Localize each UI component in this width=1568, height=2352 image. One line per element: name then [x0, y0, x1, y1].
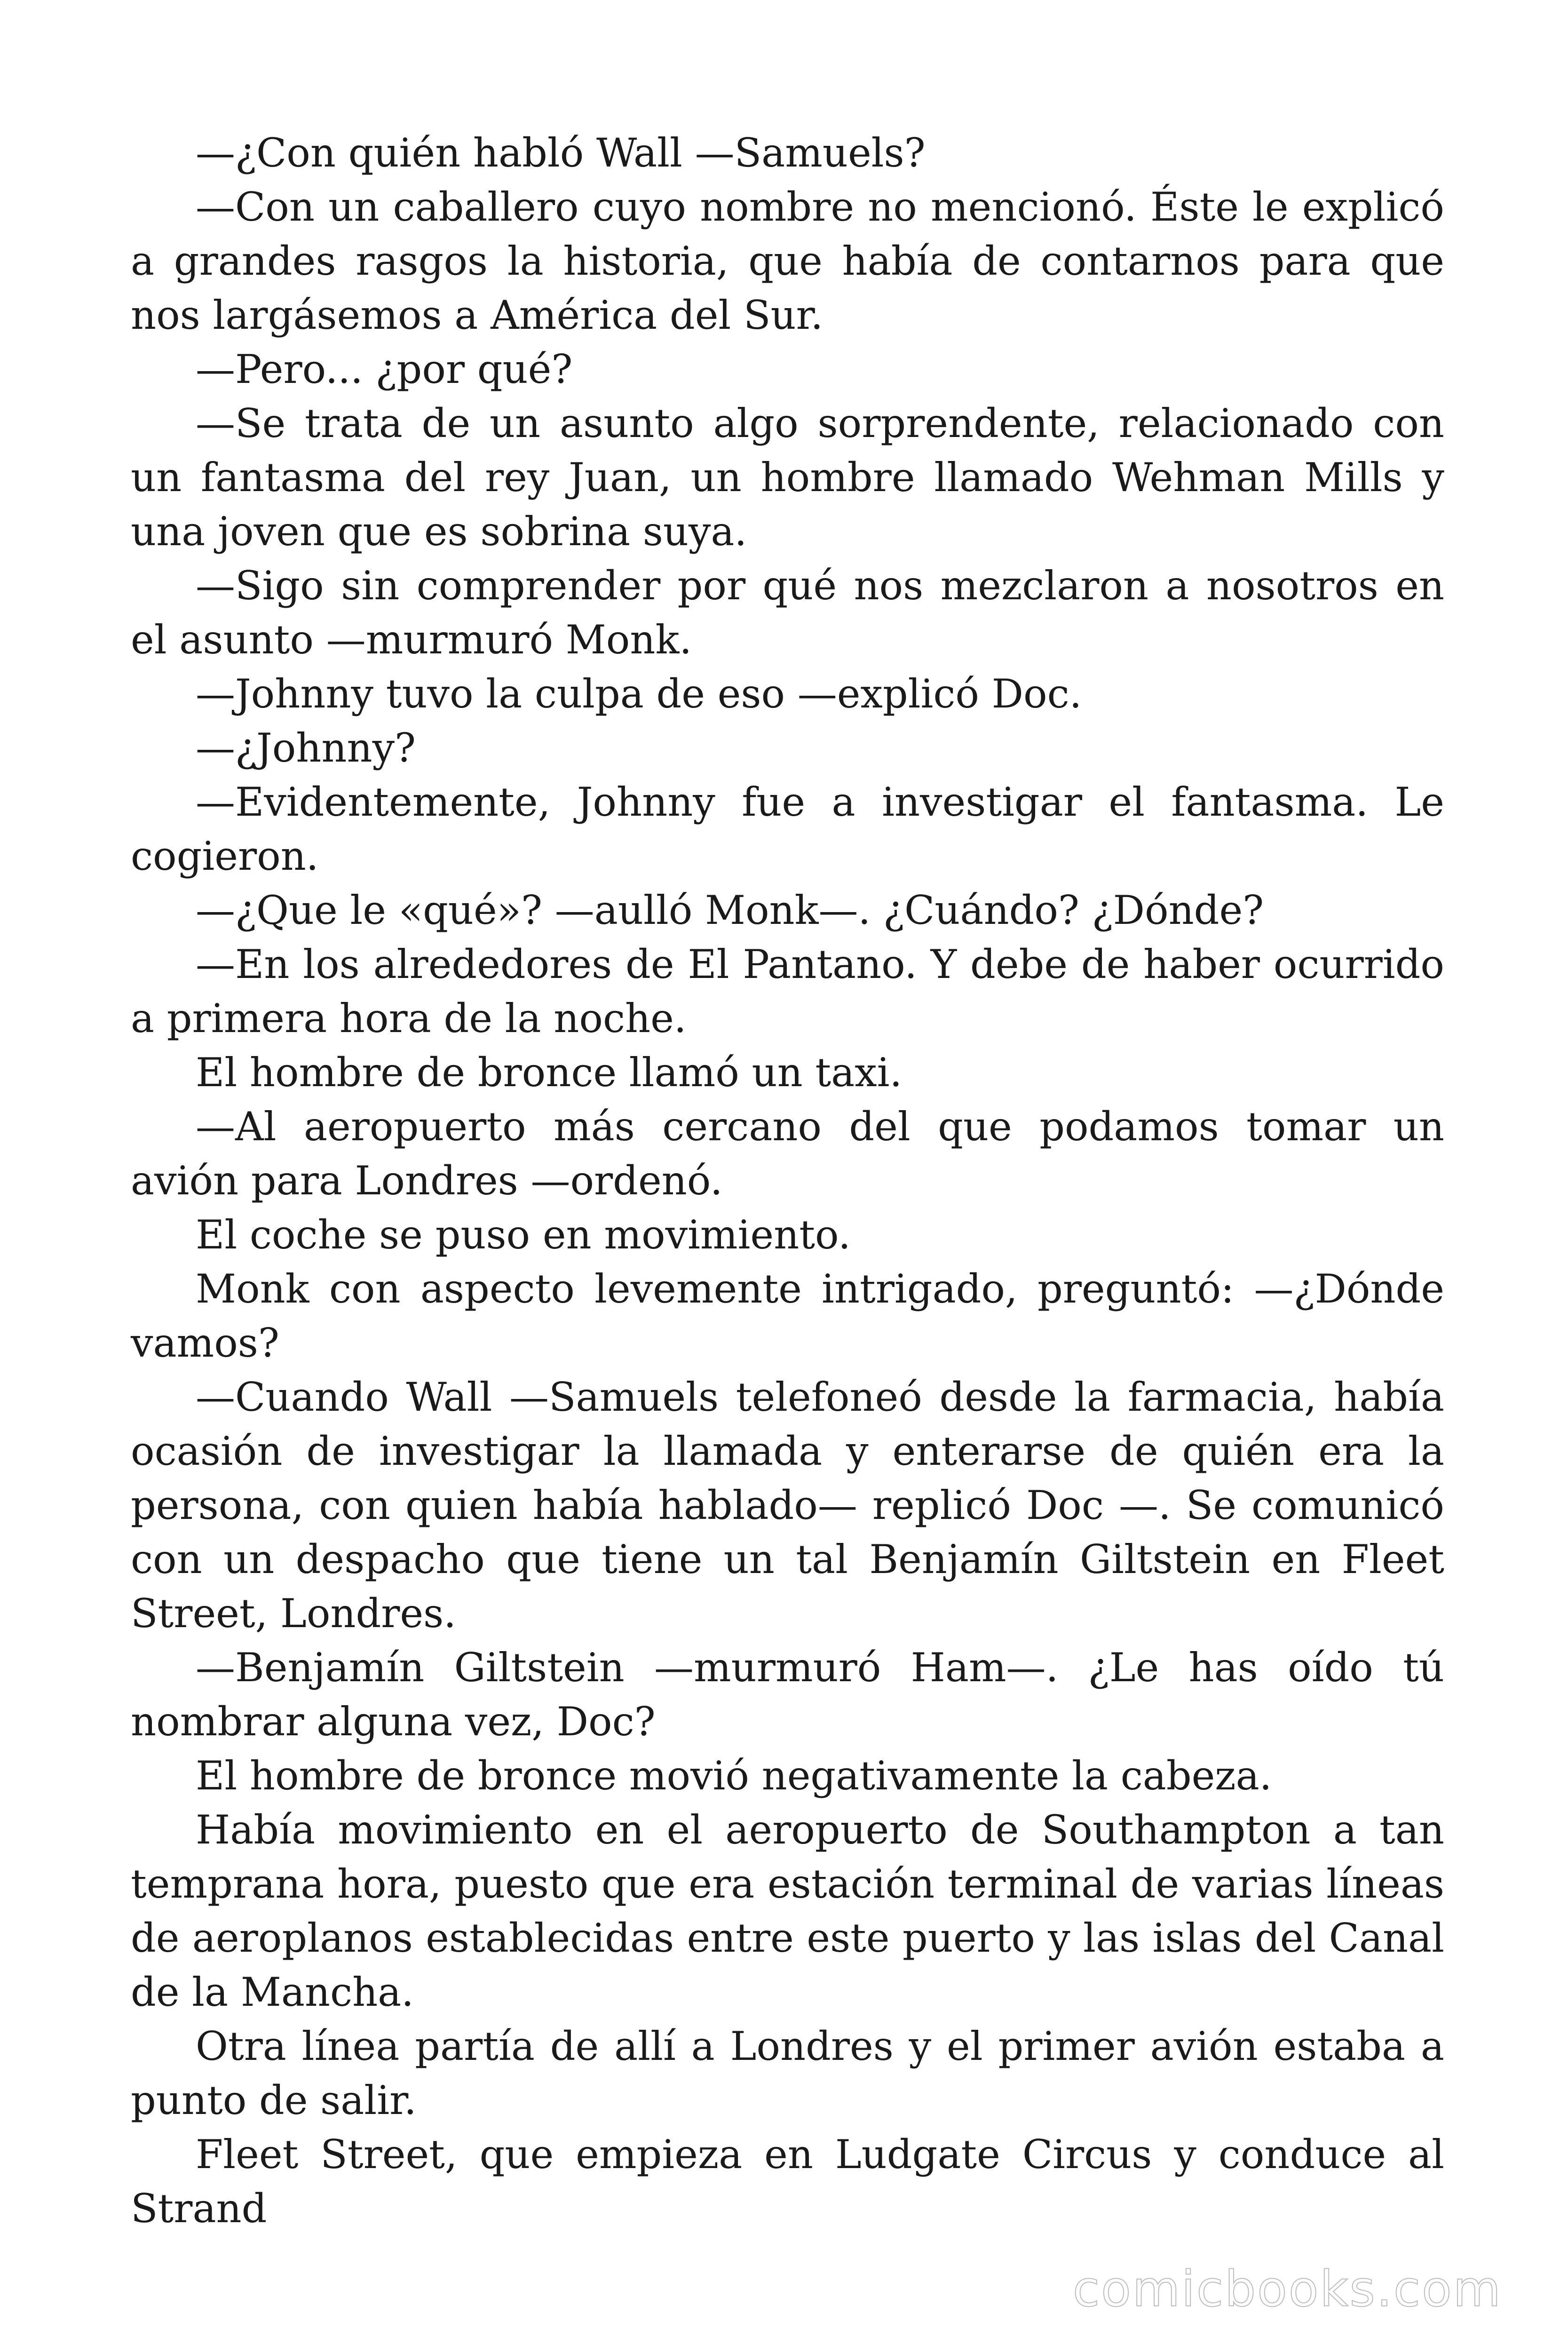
paragraph: —Con un caballero cuyo nombre no mencionó. Éste le explicó a grandes rasgos la historia, que había de contarnos para que nos largásemos a América del Sur. — [131, 184, 1444, 338]
paragraph: —Johnny tuvo la culpa de eso —explicó Doc. — [196, 671, 1082, 717]
paragraph: —Pero... ¿por qué? — [196, 346, 573, 392]
paragraph: El hombre de bronce llamó un taxi. — [196, 1049, 903, 1096]
paragraph: Monk con aspecto levemente intrigado, preguntó: —¿Dónde vamos? — [131, 1266, 1444, 1366]
paragraph: Otra línea partía de allí a Londres y el primer avión estaba a punto de salir. — [131, 2023, 1444, 2123]
watermark: comicbooks.com — [1072, 2260, 1502, 2318]
paragraph: Fleet Street, que empieza en Ludgate Circus y conduce al Strand — [131, 2131, 1444, 2232]
paragraph: —¿Con quién habló Wall —Samuels? — [196, 130, 926, 176]
paragraph: —Cuando Wall —Samuels telefoneó desde la farmacia, había ocasión de investigar la llamada y enterarse de quién era la persona, con quien había hablado— replicó Doc —. Se comunicó con un despacho que tiene un tal Benjamín Giltstein en Fleet Street, Londres. — [131, 1374, 1444, 1637]
paragraph: Había movimiento en el aeropuerto de Southampton a tan temprana hora, puesto que era estación terminal de varias líneas de aeroplanos establecidas entre este puerto y las islas del Canal de la Mancha. — [131, 1807, 1444, 2015]
paragraph: El hombre de bronce movió negativamente la cabeza. — [196, 1753, 1272, 1799]
paragraph: —Evidentemente, Johnny fue a investigar el fantasma. Le cogieron. — [131, 779, 1444, 879]
paragraph: El coche se puso en movimiento. — [196, 1212, 851, 1258]
paragraph: —Se trata de un asunto algo sorprendente, relacionado con un fantasma del rey Juan, un hombre llamado Wehman Mills y una joven que es sobrina suya. — [131, 400, 1444, 555]
paragraph: —¿Que le «qué»? —aulló Monk—. ¿Cuándo? ¿Dónde? — [196, 887, 1264, 933]
paragraph: —En los alrededores de El Pantano. Y debe de haber ocurrido a primera hora de la noche. — [131, 941, 1444, 1041]
paragraph: —Sigo sin comprender por qué nos mezclaron a nosotros en el asunto —murmuró Monk. — [131, 563, 1444, 663]
paragraph: —¿Johnny? — [196, 725, 416, 771]
page-text — [131, 126, 1444, 2236]
paragraph: —Al aeropuerto más cercano del que podamos tomar un avión para Londres —ordenó. — [131, 1104, 1444, 1204]
paragraph: —Benjamín Giltstein —murmuró Ham—. ¿Le has oído tú nombrar alguna vez, Doc? — [131, 1645, 1444, 1745]
